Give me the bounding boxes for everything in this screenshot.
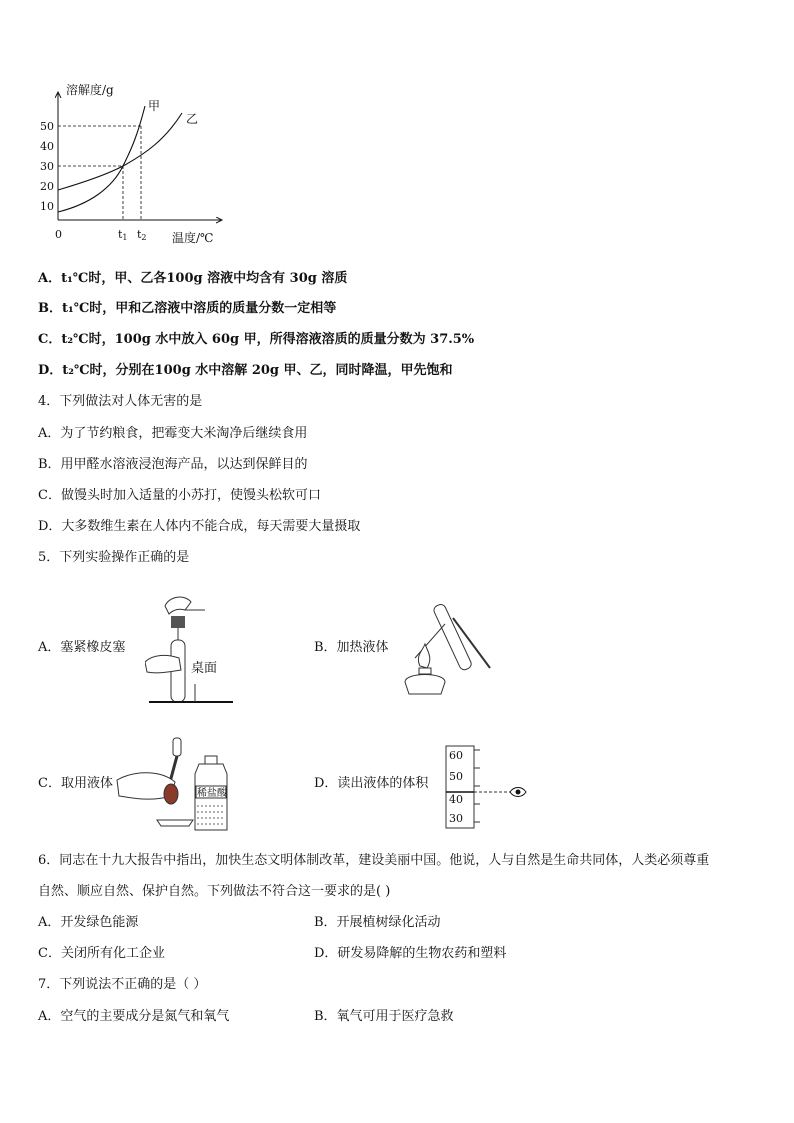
option-text: t₂℃时，分别在100g 水中溶解 20g 甲、乙，同时降温，甲先饱和: [62, 363, 453, 378]
q6-option-c: C．关闭所有化工企业: [38, 946, 165, 961]
y-axis-label: 溶解度/g: [66, 83, 114, 97]
q4-stem: 4．下列做法对人体无害的是: [38, 394, 203, 409]
option-text: t₂℃时，100g 水中放入 60g 甲，所得溶液溶质的质量分数为 37.5%: [61, 332, 475, 347]
heating-liquid-illustration: [395, 598, 495, 700]
q5-option-b-label: B．加热液体: [314, 640, 389, 655]
series-jia-label: 甲: [148, 99, 161, 113]
q4-option-c: C．做馒头时加入适量的小苏打，使馒头松软可口: [38, 488, 321, 503]
option-label: A．: [38, 271, 62, 286]
scale-60: 60: [449, 749, 463, 762]
series-jia-curve: [58, 106, 145, 212]
option-text: t₁℃时，甲、乙各100g 溶液中均含有 30g 溶质: [61, 271, 348, 286]
y-tick: 50: [40, 120, 54, 133]
y-tick: 40: [40, 140, 54, 153]
table-label: 桌面: [191, 661, 218, 676]
q6-option-b: B．开展植树绿化活动: [314, 915, 441, 930]
q4-option-b: B．用甲醛水溶液浸泡海产品，以达到保鲜目的: [38, 457, 308, 472]
q7-option-a: A．空气的主要成分是氮气和氧气: [38, 1009, 230, 1024]
y-tick: 30: [40, 160, 54, 173]
q4-option-a: A．为了节约粮食，把霉变大米淘净后继续食用: [38, 426, 308, 441]
q7-option-b: B．氧气可用于医疗急救: [314, 1009, 454, 1024]
q5-stem: 5．下列实验操作正确的是: [38, 550, 190, 565]
series-yi-label: 乙: [186, 112, 199, 126]
q6-option-d: D．研发易降解的生物农药和塑料: [314, 946, 507, 961]
option-label: C．: [38, 332, 62, 347]
rubber-stopper-illustration: [145, 588, 235, 713]
x-tick-t2: t2: [137, 228, 147, 242]
series-yi-curve: [58, 113, 182, 190]
q5-option-d-label: D．读出液体的体积: [314, 776, 429, 791]
option-label: D．: [38, 363, 63, 378]
q3-option-d: [38, 362, 453, 380]
scale-40: 40: [449, 793, 463, 806]
x-axis-label: 温度/℃: [172, 231, 214, 245]
origin-label: 0: [55, 228, 62, 241]
q5-option-a-label: A．塞紧橡皮塞: [38, 640, 126, 655]
q5-option-c-label: C．取用液体: [38, 776, 113, 791]
q4-option-d: D．大多数维生素在人体内不能合成，每天需要大量摄取: [38, 519, 361, 534]
y-tick: 20: [40, 180, 54, 193]
q3-option-a: [38, 270, 347, 288]
cylinder-reading-illustration: [440, 742, 532, 830]
option-label: B．: [38, 301, 62, 316]
scale-50: 50: [449, 770, 463, 783]
q6-option-a: A．开发绿色能源: [38, 915, 139, 930]
q6-stem-line1: 6．同志在十九大报告中指出，加快生态文明体制改革，建设美丽中国。他说，人与自然是生命共同体，人类必须尊重: [38, 853, 710, 868]
bottle-label: 稀盐酸: [197, 788, 227, 799]
y-tick: 10: [40, 200, 54, 213]
scale-30: 30: [449, 812, 463, 825]
option-text: t₁℃时，甲和乙溶液中溶质的质量分数一定相等: [62, 301, 337, 316]
q6-stem-line2: 自然、顺应自然、保护自然。下列做法不符合这一要求的是( ): [38, 884, 391, 899]
q7-stem: 7．下列说法不正确的是（ ）: [38, 977, 207, 992]
q3-option-b: [38, 300, 336, 318]
x-tick-t1: t1: [118, 228, 128, 242]
q3-option-c: [38, 331, 474, 349]
solubility-chart: [30, 78, 230, 248]
taking-liquid-illustration: [115, 736, 245, 832]
